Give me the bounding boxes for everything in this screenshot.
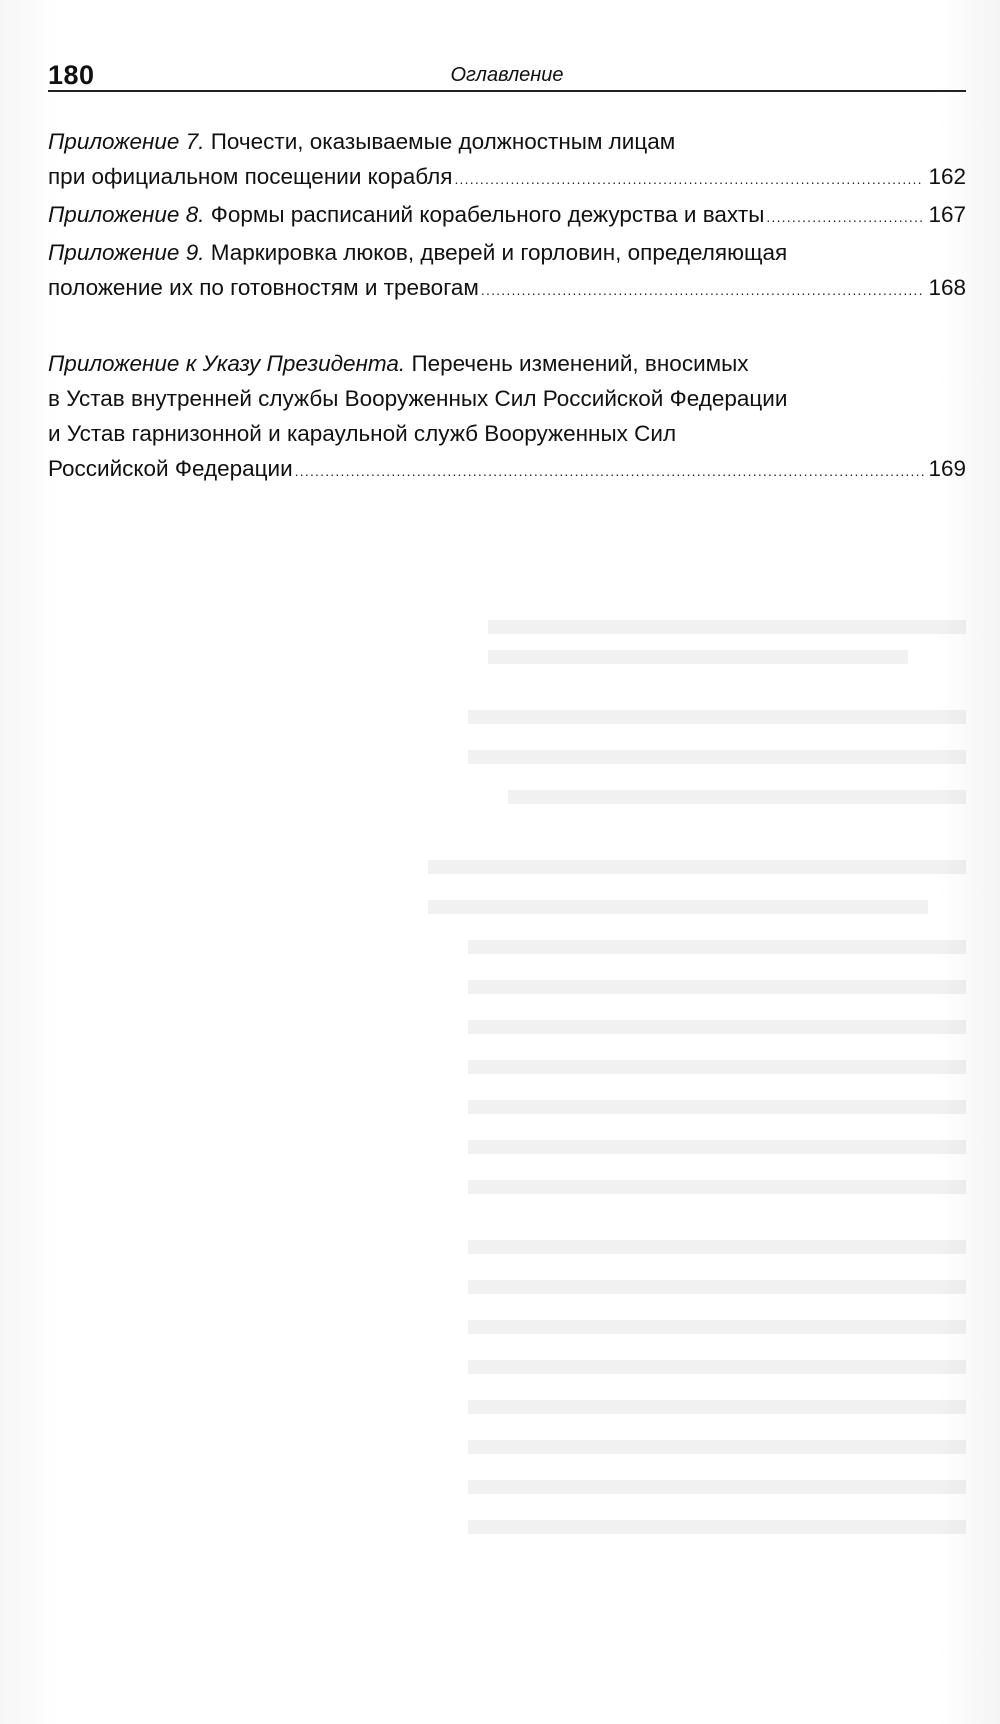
dot-leader [295,454,925,489]
running-title: Оглавление [450,64,564,86]
toc-entry-line [48,159,966,197]
toc-entry-line [48,451,966,489]
toc-entry-line [48,381,966,416]
toc-entry-text: Почести, оказываемые должностным лицам [210,129,676,154]
toc-entry-line [48,270,966,308]
toc-entry-line [48,346,966,381]
toc-entry-line [48,416,966,451]
toc-entry-label: Приложение 7. [48,129,205,154]
dot-leader [766,200,924,235]
table-of-contents [48,124,966,489]
toc-entry-line [48,197,966,235]
toc-page-number: 168 [928,275,966,300]
toc-entry-label: Приложение к Указу Президента. [48,351,406,376]
toc-entry-line [48,124,966,159]
toc-page-number: 162 [928,164,966,189]
toc-entry-decree-appendix[interactable] [48,346,966,489]
toc-entry-text: Перечень изменений, вносимых [411,351,749,376]
toc-entry-line [48,235,966,270]
header-rule [48,90,966,92]
toc-entry-appendix-9[interactable] [48,235,966,308]
page-number: 180 [48,60,95,90]
page-header [48,58,966,94]
toc-entry-text: и Устав гарнизонной и караульной служб Вооруженных Сил [48,421,677,446]
dot-leader [481,273,925,308]
toc-entry-label: Приложение 9. [48,240,205,265]
toc-entry-appendix-7[interactable] [48,124,966,197]
toc-entry-text: Формы расписаний корабельного дежурства и вахты [210,202,765,227]
toc-entry-appendix-8[interactable] [48,197,966,235]
toc-entry-label: Приложение 8. [48,202,205,227]
toc-entry-text: положение их по готовностям и тревогам [48,275,479,300]
toc-page-number: 167 [928,202,966,227]
toc-page-number: 169 [928,456,966,481]
toc-entry-text: в Устав внутренней службы Вооруженных Сил Российской Федерации [48,386,788,411]
toc-entry-text: Российской Федерации [48,456,293,481]
paper-show-through [48,600,966,1650]
toc-entry-text: при официальном посещении корабля [48,164,453,189]
toc-entry-text: Маркировка люков, дверей и горловин, определяющая [210,240,788,265]
dot-leader [454,162,924,197]
